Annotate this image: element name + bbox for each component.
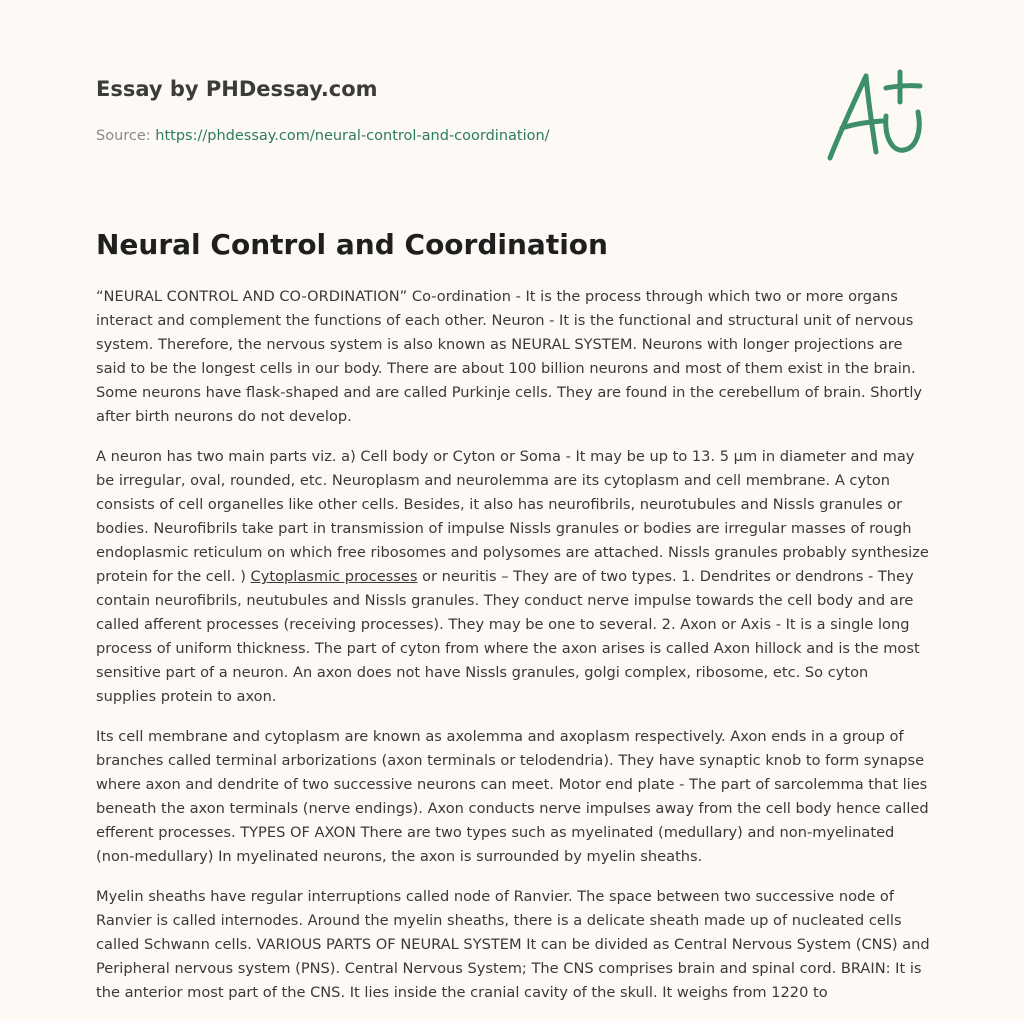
paragraph-3: Its cell membrane and cytoplasm are known as axolemma and axoplasm respectively. Axon ends in a group of branches called terminal arborizations (axon terminals or telodendria). They have synaptic knob to form synapse where axon and dendrite of two successive neurons can meet. Motor end plate - The part of sarcolemma that lies beneath the axon terminals (nerve endings). Axon conducts nerve impulses away from the cell body hence called efferent processes. TYPES OF AXON There are two types such as myelinated (medullary) and non-myelinated (non-medullary) In myelinated neurons, the axon is surrounded by myelin sheaths. <box>96 728 929 865</box>
site-title: Essay by PHDessay.com <box>96 77 378 101</box>
source-link[interactable]: https://phdessay.com/neural-control-and-coordination/ <box>155 128 550 144</box>
cytoplasmic-processes-link[interactable]: Cytoplasmic processes <box>250 568 418 585</box>
essay-header <box>96 74 928 146</box>
paragraph-2-text-b: or neuritis – They are of two types. 1. Dendrites or dendrons - They contain neurofibrils, neutubules and Nissls granules. They conduct nerve impulse towards the cell body and are called afferent processes (receiving processes). They may be one to several. 2. Axon or Axis - It is a single long process of uniform thickness. The part of cyton from where the axon arises is called Axon hillock and is the most sensitive part of a neuron. An axon does not have Nissls granules, golgi complex, ribosome, etc. So cyton supplies protein to axon. <box>96 568 920 705</box>
paragraph-2 <box>96 445 932 709</box>
source-line <box>96 126 928 146</box>
paragraph-1: “NEURAL CONTROL AND CO-ORDINATION” Co-ordination - It is the process through which two or more organs interact and complement the functions of each other. Neuron - It is the functional and structural unit of nervous system. Therefore, the nervous system is also known as NEURAL SYSTEM. Neurons with longer projections are said to be the longest cells in our body. There are about 100 billion neurons and most of them exist in the brain. Some neurons have flask-shaped and are called Purkinje cells. They are found in the cerebellum of brain. Shortly after birth neurons do not develop. <box>96 288 923 425</box>
paragraph-4: Myelin sheaths have regular interruptions called node of Ranvier. The space between two successive node of Ranvier is called internodes. Around the myelin sheaths, there is a delicate sheath made up of nucleated cells called Schwann cells. VARIOUS PARTS OF NEURAL SYSTEM It can be divided as Central Nervous System (CNS) and Peripheral nervous system (PNS). Central Nervous System; The CNS comprises brain and spinal cord. BRAIN: It is the anterior most part of the CNS. It lies inside the cranial cavity of the skull. It weighs from 1220 to <box>96 888 930 1001</box>
essay-body <box>96 285 932 1021</box>
source-label: Source: <box>96 128 151 144</box>
a-plus-logo-icon <box>820 66 930 166</box>
essay-title: Neural Control and Coordination <box>96 228 608 261</box>
paragraph-2-text-a: A neuron has two main parts viz. a) Cell body or Cyton or Soma - It may be up to 13. 5 μm in diameter and may be irregular, oval, rounded, etc. Neuroplasm and neurolemma are its cytoplasm and cell membrane. A cyton consists of cell organelles like other cells. Besides, it also has neurofibrils, neurotubules and Nissls granules or bodies. Neurofibrils take part in transmission of impulse Nissls granules or bodies are irregular masses of rough endoplasmic reticulum on which free ribosomes and polysomes are attached. Nissls granules probably synthesize protein for the cell. ) <box>96 448 929 585</box>
